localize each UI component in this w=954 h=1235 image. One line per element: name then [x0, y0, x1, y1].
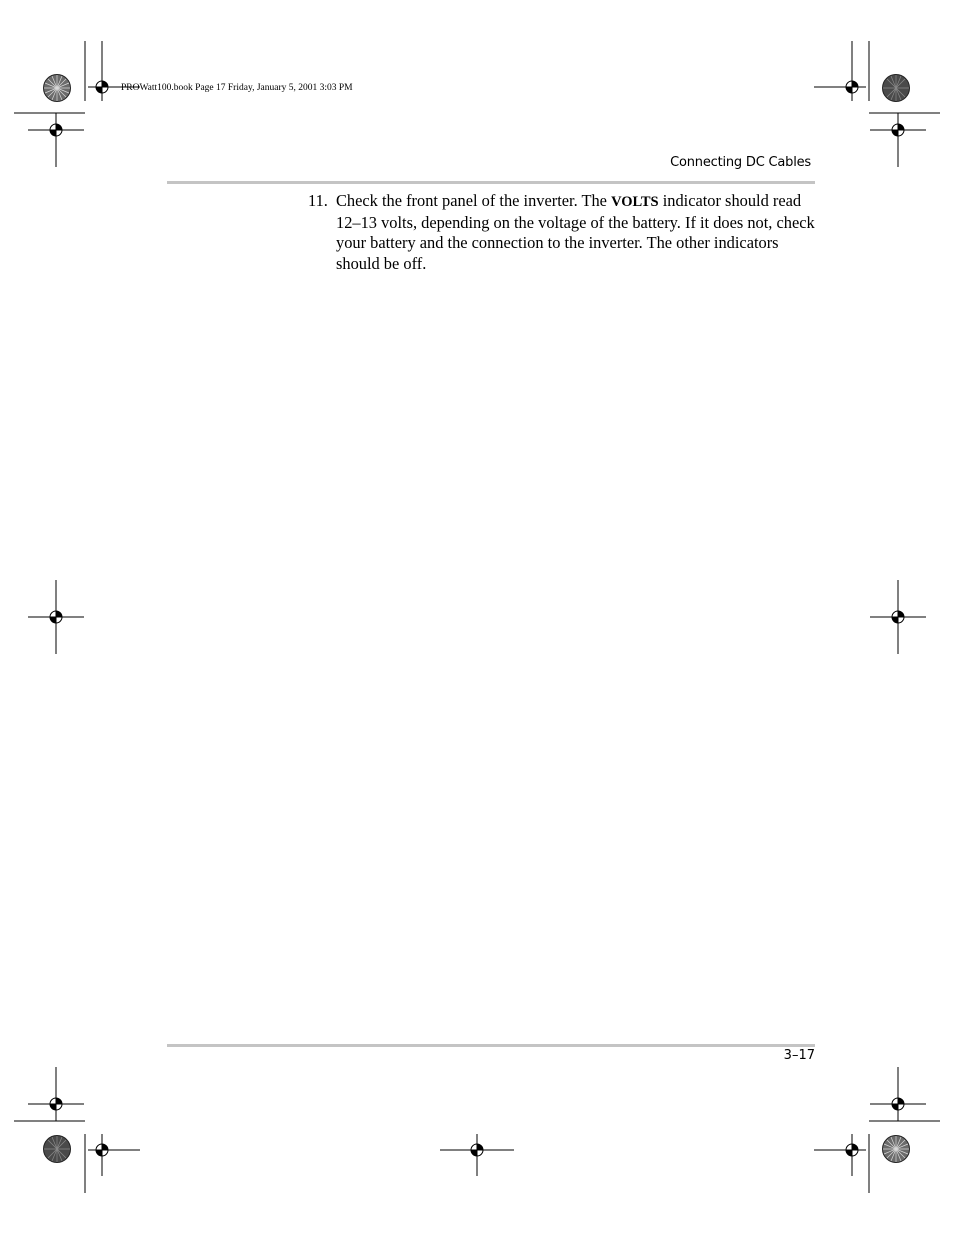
step-text-after: indicator should read 12–13 volts, depending on the voltage of the battery. If it does not, check your battery and the connection to the inverter. The other indicators should be off. [336, 191, 815, 273]
page-number: 3–17 [783, 1048, 815, 1063]
volts-keyword: VOLTS [611, 194, 659, 210]
step-text-before: Check the front panel of the inverter. The [336, 191, 612, 210]
print-slug: PROWatt100.book Page 17 Friday, January 5, 2001 3:03 PM [121, 83, 353, 93]
running-head: Connecting DC Cables [670, 155, 811, 170]
step-number: 11. [308, 191, 328, 210]
